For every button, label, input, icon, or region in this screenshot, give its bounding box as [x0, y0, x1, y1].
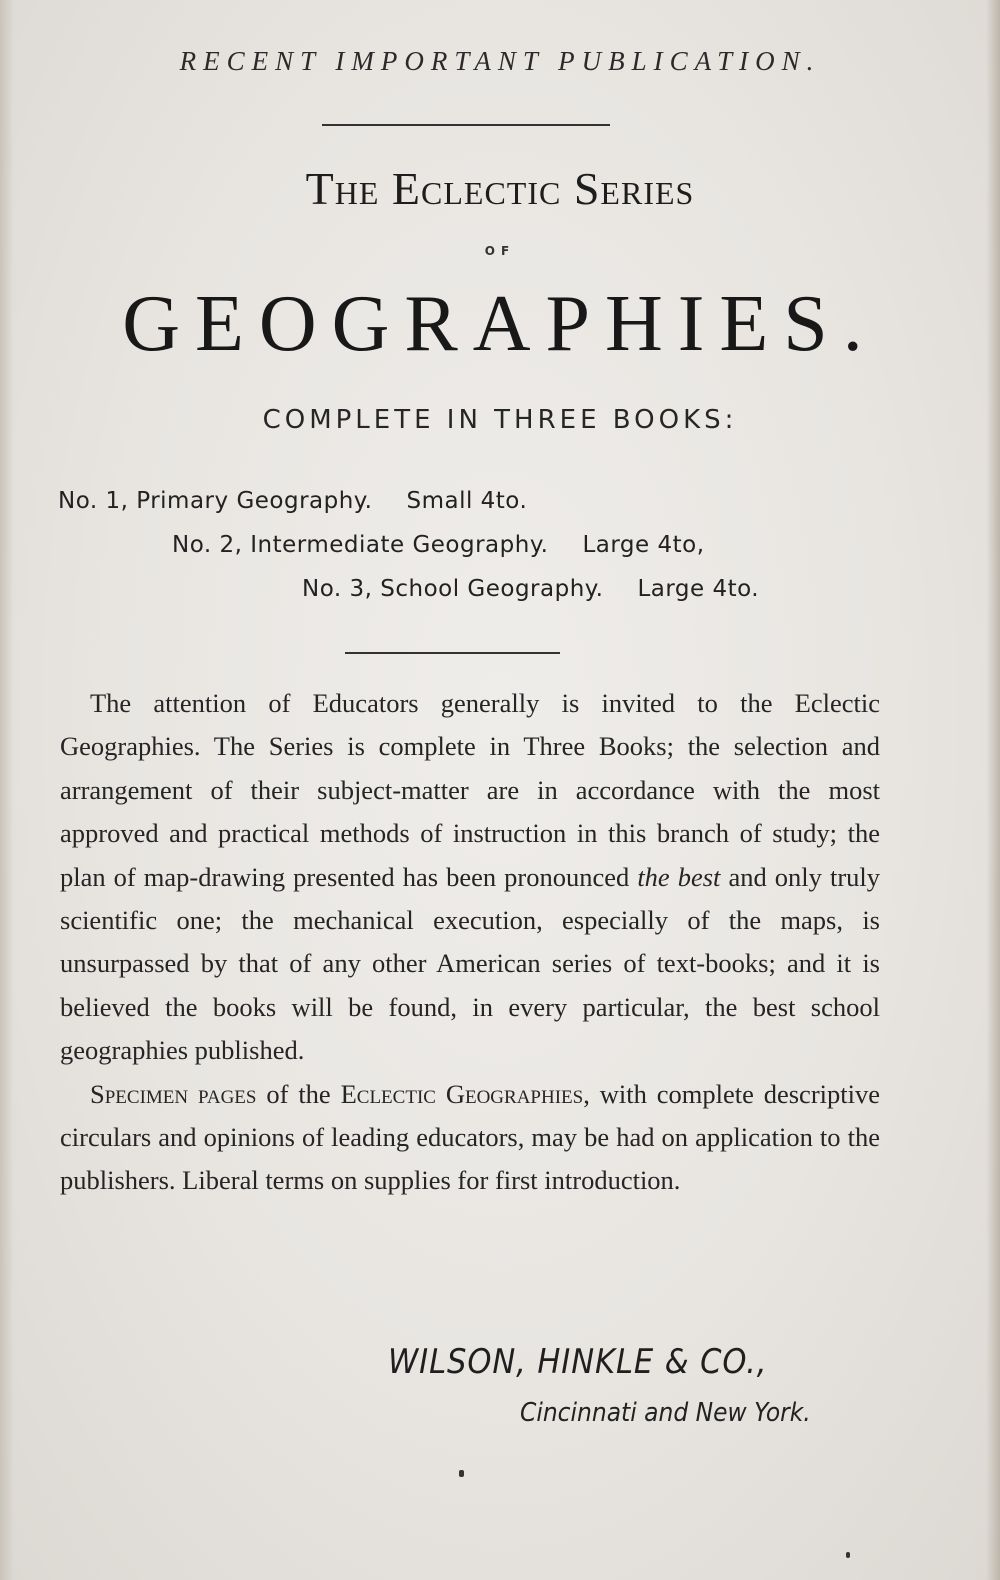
main-title: GEOGRAPHIES.: [122, 280, 878, 368]
publisher-location: Cincinnati and New York.: [520, 1398, 811, 1428]
body-paragraph-2-part-a: of the: [256, 1078, 341, 1109]
book-entry-3-size: Large 4to.: [637, 576, 760, 602]
of-word: OF: [484, 244, 516, 258]
book-entry-1-size: Small 4to.: [406, 488, 528, 514]
series-title: The Eclectic Series: [305, 163, 695, 214]
book-entry-1-name: No. 1, Primary Geography.: [58, 488, 373, 514]
book-entry-2: [172, 532, 705, 558]
ink-speck: [459, 1470, 464, 1477]
body-paragraph-2: [60, 1073, 880, 1203]
page-right-edge-shadow: [986, 0, 1000, 1580]
body-paragraph-1-part-a: The attention of Educators generally is invited to the Eclectic Geographies. The Series is complete in Three Books; the selection and arrangement of their subject-matter are in accordance with the most approved and practical methods of instruction in this branch of study; the plan of map-drawing presented has been pronounced: [60, 688, 880, 892]
book-entry-3-name: No. 3, School Geography.: [302, 576, 604, 602]
body-paragraph-1: [60, 682, 880, 1073]
top-divider-rule: [322, 124, 610, 126]
book-entry-2-name: No. 2, Intermediate Geography.: [172, 532, 549, 558]
publisher-name: WILSON, HINKLE & CO.,: [388, 1342, 768, 1382]
body-paragraph-2-smallcaps-2: Eclectic Geographies: [340, 1078, 584, 1109]
book-entry-2-size: Large 4to,: [582, 532, 705, 558]
body-text: [60, 682, 880, 1203]
ink-speck: [846, 1552, 850, 1558]
body-paragraph-2-part-b: , with complete descriptive circulars and opinions of leading educators, may be had on application to the publishers. Liberal terms on supplies for first introduction.: [60, 1078, 880, 1196]
book-entry-1: [58, 488, 527, 514]
subtitle: COMPLETE IN THREE BOOKS:: [262, 405, 738, 435]
body-paragraph-2-smallcaps-1: Specimen pages: [90, 1078, 257, 1109]
page-left-edge-shadow: [0, 0, 14, 1580]
book-entry-3: [302, 576, 759, 602]
body-paragraph-1-part-b: and only truly scientific one; the mechanical execution, especially of the maps, is unsurpassed by that of any other American series of text-books; and it is believed the books will be found, in every particular, the best school geographies published.: [60, 861, 881, 1066]
middle-divider-rule: [345, 652, 560, 654]
body-paragraph-1-emphasis: the best: [637, 861, 721, 892]
header-kicker: RECENT IMPORTANT PUBLICATION.: [179, 46, 821, 76]
